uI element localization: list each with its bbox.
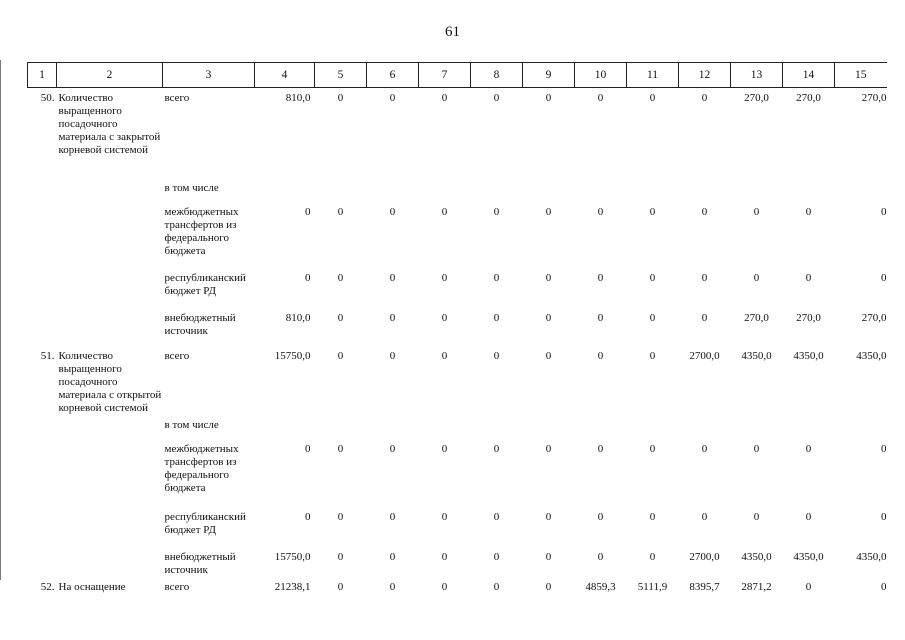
value-cell: 0 [753, 205, 760, 218]
value-cell [255, 415, 315, 439]
value-cell [679, 178, 731, 202]
value-cell [471, 178, 523, 202]
value-cell: 0 [493, 510, 500, 523]
value-cell: 0 [493, 580, 500, 593]
value-cell: 0 [545, 92, 552, 104]
value-cell: 270,0 [744, 92, 769, 104]
column-header: 10 [575, 63, 627, 88]
table-row [28, 439, 887, 507]
funding-source: республиканский бюджет РД [164, 271, 246, 297]
funding-source: всего [164, 92, 190, 104]
value-cell: 0 [649, 92, 656, 104]
indicator-name [57, 439, 163, 507]
table-row [28, 178, 887, 202]
value-cell: 0 [701, 205, 708, 218]
value-cell [367, 178, 419, 202]
value-cell: 0 [493, 550, 500, 563]
value-cell: 0 [701, 442, 708, 455]
value-cell: 0 [441, 580, 448, 593]
row-number [28, 178, 57, 202]
value-cell: 0 [545, 510, 552, 523]
indicator-name: На оснащение [58, 580, 126, 593]
value-cell: 0 [805, 205, 812, 218]
value-cell: 0 [701, 271, 708, 284]
table-row [28, 507, 887, 547]
indicator-name: Количество выращенного посадочного материала с закрытой корневой системой [58, 92, 161, 156]
indicator-name: Количество выращенного посадочного материала с открытой корневой системой [58, 349, 162, 414]
row-number [28, 202, 57, 268]
indicator-name [57, 415, 163, 439]
value-cell: 0 [337, 205, 344, 218]
value-cell: 21238,1 [274, 580, 311, 593]
value-cell: 0 [305, 205, 311, 218]
table-body [28, 63, 887, 607]
value-cell: 0 [337, 442, 344, 455]
value-cell: 0 [493, 205, 500, 218]
indicator-name [57, 202, 163, 268]
column-header: 8 [471, 63, 523, 88]
value-cell: 0 [493, 92, 500, 104]
page-number: 61 [445, 24, 460, 40]
funding-source: в том числе [164, 181, 219, 194]
value-cell: 2871,2 [741, 580, 772, 593]
value-cell: 0 [545, 550, 552, 563]
value-cell [419, 415, 471, 439]
funding-source: всего [164, 580, 190, 593]
column-header: 1 [28, 63, 57, 88]
value-cell: 0 [389, 271, 396, 284]
value-cell: 0 [701, 92, 708, 104]
value-cell: 270,0 [744, 311, 769, 324]
value-cell: 0 [545, 271, 552, 284]
funding-source: внебюджетный источник [164, 311, 236, 337]
value-cell: 0 [805, 510, 812, 523]
row-number: 52. [40, 580, 55, 593]
value-cell: 0 [493, 349, 500, 362]
value-cell: 0 [805, 271, 812, 284]
value-cell: 0 [441, 510, 448, 523]
value-cell: 0 [649, 311, 656, 324]
value-cell: 810,0 [285, 311, 311, 324]
column-header: 3 [163, 63, 255, 88]
value-cell: 0 [649, 510, 656, 523]
value-cell: 0 [305, 510, 311, 523]
value-cell: 0 [701, 311, 708, 324]
value-cell: 15750,0 [274, 349, 311, 362]
value-cell: 0 [881, 205, 887, 218]
funding-source: республиканский бюджет РД [164, 510, 246, 536]
value-cell: 0 [305, 271, 311, 284]
value-cell: 0 [389, 550, 396, 563]
value-cell: 0 [753, 510, 760, 523]
value-cell [627, 178, 679, 202]
value-cell: 0 [597, 349, 604, 362]
value-cell: 0 [389, 510, 396, 523]
value-cell [783, 415, 835, 439]
column-header: 6 [367, 63, 419, 88]
value-cell: 0 [753, 271, 760, 284]
column-header: 12 [679, 63, 731, 88]
value-cell: 0 [545, 311, 552, 324]
funding-source: межбюджетных трансфертов из федерального бюджета [164, 442, 239, 494]
column-header: 15 [835, 63, 887, 88]
value-cell: 270,0 [861, 311, 887, 324]
value-cell [835, 178, 887, 202]
value-cell: 270,0 [861, 92, 887, 104]
value-cell: 2700,0 [689, 550, 720, 563]
scan-edge-line [0, 60, 1, 580]
value-cell: 0 [305, 442, 311, 455]
table-row [28, 268, 887, 308]
value-cell: 2700,0 [689, 349, 720, 362]
value-cell: 4350,0 [793, 349, 824, 362]
indicator-name [57, 178, 163, 202]
row-number [28, 415, 57, 439]
column-header: 2 [57, 63, 163, 88]
table-row [28, 415, 887, 439]
row-number [28, 439, 57, 507]
value-cell: 8395,7 [689, 580, 720, 593]
value-cell: 0 [441, 205, 448, 218]
value-cell: 0 [701, 510, 708, 523]
budget-table [27, 62, 887, 607]
table-row [28, 577, 887, 607]
value-cell: 0 [597, 510, 604, 523]
column-header: 4 [255, 63, 315, 88]
value-cell [731, 178, 783, 202]
value-cell: 0 [649, 550, 656, 563]
value-cell: 0 [389, 92, 396, 104]
funding-source: внебюджетный источник [164, 550, 236, 576]
value-cell: 0 [545, 205, 552, 218]
value-cell: 0 [493, 442, 500, 455]
row-number [28, 268, 57, 308]
value-cell: 4350,0 [741, 349, 772, 362]
column-header: 13 [731, 63, 783, 88]
value-cell: 0 [493, 311, 500, 324]
column-header: 11 [627, 63, 679, 88]
value-cell: 810,0 [285, 92, 311, 104]
value-cell: 270,0 [796, 311, 821, 324]
value-cell: 0 [881, 580, 887, 593]
value-cell: 0 [493, 271, 500, 284]
value-cell: 4350,0 [741, 550, 772, 563]
funding-source: в том числе [164, 418, 219, 431]
column-header: 14 [783, 63, 835, 88]
value-cell: 0 [389, 311, 396, 324]
indicator-name [57, 268, 163, 308]
value-cell: 5111,9 [637, 580, 668, 593]
row-number: 50. [40, 92, 55, 104]
value-cell: 0 [649, 349, 656, 362]
value-cell: 0 [545, 442, 552, 455]
row-number [28, 547, 57, 577]
value-cell: 0 [881, 510, 887, 523]
value-cell: 0 [441, 311, 448, 324]
value-cell: 0 [597, 205, 604, 218]
table-row [28, 547, 887, 577]
indicator-name [57, 547, 163, 577]
value-cell [419, 178, 471, 202]
value-cell [315, 178, 367, 202]
value-cell: 0 [649, 205, 656, 218]
value-cell: 0 [881, 442, 887, 455]
value-cell [627, 415, 679, 439]
value-cell: 0 [337, 271, 344, 284]
value-cell [835, 415, 887, 439]
value-cell: 4350,0 [793, 550, 824, 563]
indicator-name [57, 308, 163, 346]
value-cell [783, 178, 835, 202]
row-number [28, 308, 57, 346]
value-cell [575, 415, 627, 439]
table-row [28, 308, 887, 346]
indicator-name [57, 507, 163, 547]
table-row [28, 88, 887, 178]
value-cell [575, 178, 627, 202]
column-header: 9 [523, 63, 575, 88]
value-cell: 0 [441, 550, 448, 563]
value-cell: 0 [545, 580, 552, 593]
value-cell [679, 415, 731, 439]
value-cell [315, 415, 367, 439]
value-cell: 0 [805, 580, 812, 593]
value-cell: 0 [389, 580, 396, 593]
value-cell: 0 [597, 92, 604, 104]
value-cell: 0 [597, 311, 604, 324]
value-cell: 0 [597, 550, 604, 563]
value-cell: 0 [805, 442, 812, 455]
value-cell: 0 [597, 271, 604, 284]
row-number [28, 507, 57, 547]
value-cell: 15750,0 [274, 550, 311, 563]
column-header: 7 [419, 63, 471, 88]
value-cell: 0 [337, 550, 344, 563]
value-cell: 0 [389, 349, 396, 362]
funding-source: межбюджетных трансфертов из федерального бюджета [164, 205, 239, 257]
value-cell: 0 [649, 271, 656, 284]
value-cell [471, 415, 523, 439]
value-cell: 4350,0 [856, 349, 887, 362]
value-cell: 0 [389, 442, 396, 455]
value-cell [523, 415, 575, 439]
value-cell: 0 [441, 92, 448, 104]
value-cell: 0 [881, 271, 887, 284]
funding-source: всего [164, 349, 190, 362]
value-cell: 0 [337, 510, 344, 523]
value-cell: 0 [649, 442, 656, 455]
column-number-header-row [28, 63, 887, 88]
value-cell [255, 178, 315, 202]
value-cell: 0 [753, 442, 760, 455]
value-cell: 0 [441, 442, 448, 455]
value-cell: 0 [337, 92, 344, 104]
value-cell: 4350,0 [856, 550, 887, 563]
value-cell: 0 [337, 580, 344, 593]
value-cell: 0 [545, 349, 552, 362]
value-cell: 0 [337, 311, 344, 324]
value-cell [731, 415, 783, 439]
row-number: 51. [40, 349, 55, 362]
table-row [28, 346, 887, 415]
value-cell: 0 [337, 349, 344, 362]
column-header: 5 [315, 63, 367, 88]
value-cell: 0 [389, 205, 396, 218]
value-cell: 270,0 [796, 92, 821, 104]
value-cell [523, 178, 575, 202]
value-cell [367, 415, 419, 439]
value-cell: 4859,3 [585, 580, 616, 593]
value-cell: 0 [597, 442, 604, 455]
value-cell: 0 [441, 349, 448, 362]
value-cell: 0 [441, 271, 448, 284]
table-row [28, 202, 887, 268]
